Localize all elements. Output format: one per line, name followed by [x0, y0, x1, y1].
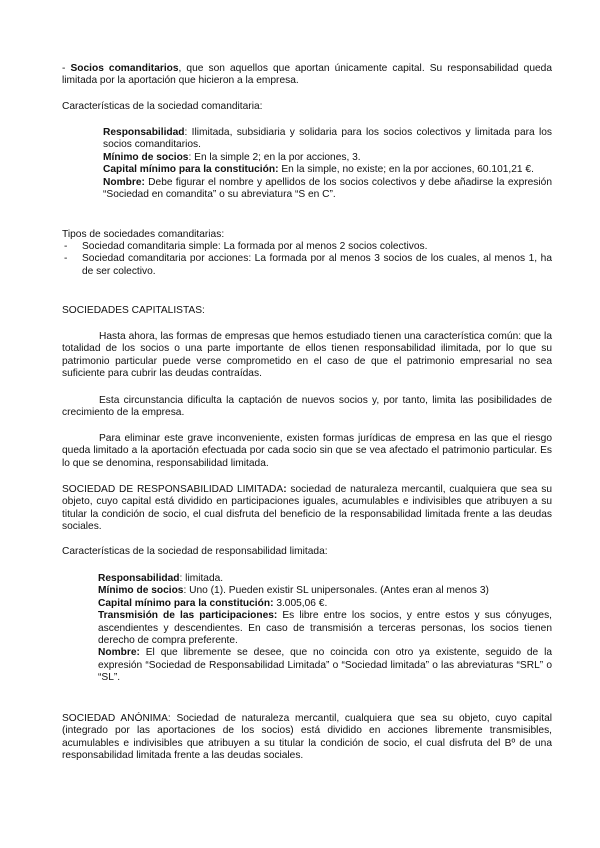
feature-item	[103, 177, 552, 202]
feature-text: : Uno (1). Pueden existir SL unipersonales. (Antes eran al menos 3)	[183, 585, 489, 597]
srl-heading: Características de la sociedad de responsabilidad limitada:	[62, 546, 328, 557]
tipos-heading: Tipos de sociedades comanditarias:	[62, 229, 225, 240]
feature-label: Responsabilidad	[103, 127, 185, 138]
feature-label: Nombre:	[98, 647, 140, 659]
feature-label: Transmisión de las participaciones:	[98, 610, 278, 622]
srl-definition	[62, 484, 552, 534]
capitalistas-paragraph-2: Esta circunstancia dificulta la captación de nuevos socios y, por tanto, limita las posibilidades de crecimiento de la empresa.	[62, 395, 552, 419]
feature-label: Responsabilidad	[98, 573, 180, 584]
feature-text: Es libre entre los socios, y entre estos y sus cónyuges, ascendientes y descendientes. En caso de transmisión a terceras personas, los socios tienen derecho de compra preferente.	[98, 610, 553, 647]
srl-term: SOCIEDAD DE RESPONSABILIDAD LIMITADA	[62, 484, 284, 495]
feature-label: Capital mínimo para la constitución:	[98, 597, 274, 609]
comanditaria-heading: Características de la sociedad comanditaria:	[62, 101, 263, 112]
srl-definition-text: sociedad de naturaleza mercantil, cualquiera que sea su objeto, cuyo capital está dividido en participaciones iguales, acumulables e indivisibles que atribuyen a su titular la condición de socio, el cual disfruta del beneficio de la responsabilidad limitada frente a las deudas sociales.	[62, 484, 552, 533]
feature-text: : limitada.	[179, 573, 224, 584]
feature-label: Nombre:	[103, 176, 145, 188]
feature-item	[98, 610, 552, 647]
list-item: - Sociedad comanditaria por acciones: La formada por al menos 3 socios de los cuales, al menos 1, ha de ser colectivo.	[62, 253, 552, 278]
socios-comanditarios-paragraph	[62, 63, 552, 88]
tipos-list	[62, 241, 552, 278]
capitalistas-paragraph-3: Para eliminar este grave inconveniente, existen formas jurídicas de empresa en las que el riesgo queda limitado a la aportación efectuada por cada socio sin que se vea afectado el patrimonio particular. Es lo que se denomina, responsabilidad limitada.	[62, 433, 552, 469]
feature-text: Debe figurar el nombre y apellidos de los socios colectivos y debe añadirse la expresión “Sociedad en comandita” o su abreviatura “S en C”.	[103, 176, 552, 201]
feature-item	[98, 598, 552, 610]
feature-label: Capital mínimo para la constitución:	[103, 164, 279, 176]
feature-item	[103, 152, 552, 164]
capitalistas-heading: SOCIEDADES CAPITALISTAS:	[62, 305, 205, 316]
socios-comanditarios-text: , que son aquellos que aportan únicamente capital. Su responsabilidad queda limitada por la aportación que hicieron a la empresa.	[62, 63, 552, 87]
feature-item	[103, 164, 552, 176]
feature-label: Mínimo de socios	[98, 585, 184, 597]
srl-colon: :	[283, 484, 287, 495]
sa-definition: SOCIEDAD ANÓNIMA: Sociedad de naturaleza mercantil, cualquiera que sea su objeto, cuyo capital (integrado por las aportaciones de los socios) está dividido en acciones libremente transmisibles, acumulables e indivisibles que atribuyen a su titular la condición de socio, el cual disfruta del Bº de una responsabilidad limitada frente a las deudas sociales.	[62, 713, 552, 762]
feature-text: En la simple, no existe; en la por acciones, 60.101,21 €.	[278, 164, 534, 176]
dash-marker: -	[62, 63, 71, 74]
socios-comanditarios-term: Socios comanditarios	[70, 63, 179, 74]
list-item: - Sociedad comanditaria simple: La formada por al menos 2 socios colectivos.	[62, 241, 552, 253]
feature-text: El que libremente se desee, que no coincida con otro ya existente, seguido de la expresión “Sociedad de Responsabilidad Limitada” o “Sociedad limitada” o las abreviaturas “SRL” o “SL”.	[98, 647, 552, 684]
feature-item	[98, 573, 552, 585]
capitalistas-paragraph-1: Hasta ahora, las formas de empresas que hemos estudiado tienen una característica común: que la totalidad de los socios o una parte importante de ellos tienen responsabilidad ilimitada, por lo que su patrimonio particular puede verse comprometido en el caso de que el patrimonio empresarial no sea suficiente para cubrir las deudas contraídas.	[62, 331, 552, 380]
feature-item	[98, 585, 552, 597]
feature-item	[98, 647, 552, 684]
comanditaria-features	[103, 127, 552, 201]
feature-item	[103, 127, 552, 152]
feature-text: 3.005,06 €.	[273, 597, 328, 609]
feature-label: Mínimo de socios	[103, 151, 189, 163]
srl-features	[98, 573, 552, 685]
feature-text: : Ilimitada, subsidiaria y solidaria para los socios colectivos y limitada para los socios comanditarios.	[103, 127, 552, 151]
feature-text: : En la simple 2; en la por acciones, 3.	[188, 151, 361, 163]
